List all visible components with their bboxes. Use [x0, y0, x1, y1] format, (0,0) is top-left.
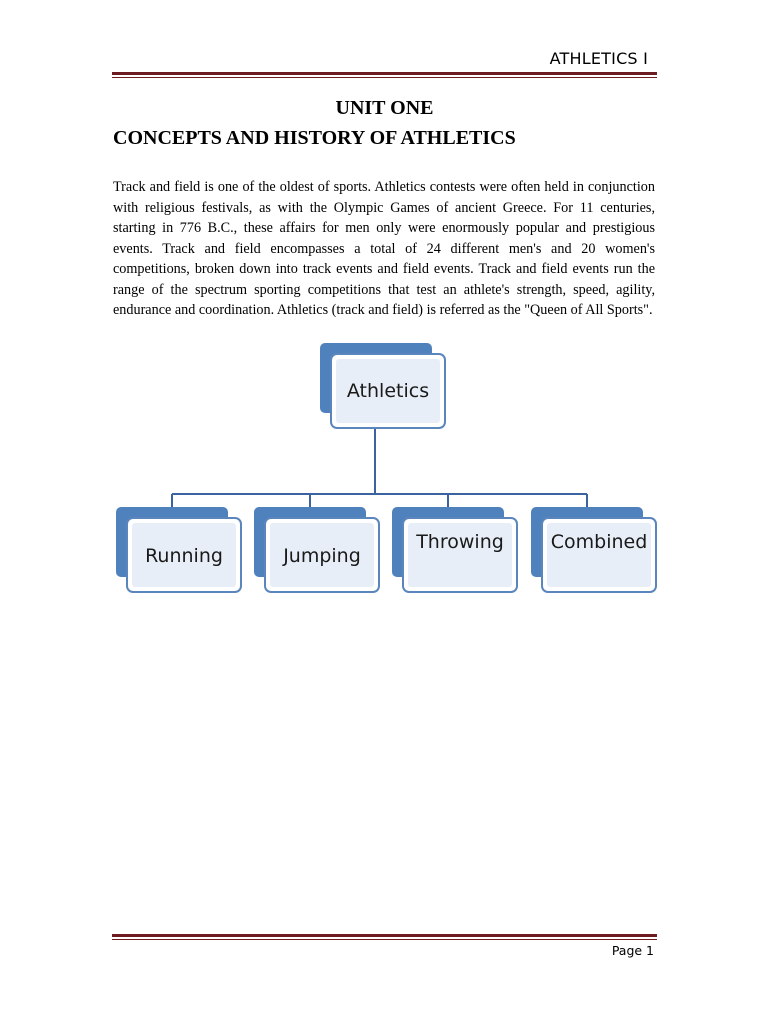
page-number: Page 1 — [611, 943, 654, 958]
child-node-label-jumping: Jumping — [270, 523, 374, 587]
child-node-combined — [541, 517, 657, 593]
child-node-label-throwing: Throwing — [408, 523, 512, 587]
intro-paragraph: Track and field is one of the oldest of sports. Athletics contests were often held in conjunction with religious festivals, as with the Olympic Games of ancient Greece. For 11 centuries, starting in 776 B.C., these affairs for men only were enormously popular and prestigious events. Track and field encompasses a total of 24 different men's and 20 women's competitions, broken down into track events and field events. Track and field events run the range of the spectrum sporting competitions that test an athlete's strength, speed, agility, endurance and coordination. Athletics (track and field) is referred as the "Queen of All Sports". — [113, 179, 655, 318]
child-node-label-combined: Combined — [547, 523, 651, 587]
child-node-label-running: Running — [132, 523, 236, 587]
root-node-label: Athletics — [336, 359, 440, 423]
footer-rule — [112, 934, 657, 940]
unit-subtitle: CONCEPTS AND HISTORY OF ATHLETICS — [113, 127, 516, 149]
child-node-jumping — [264, 517, 380, 593]
child-node-throwing — [402, 517, 518, 593]
header-rule — [112, 72, 657, 78]
unit-title: UNIT ONE — [335, 97, 434, 119]
running-header-title: ATHLETICS I — [549, 49, 648, 68]
child-node-running — [126, 517, 242, 593]
root-node-athletics — [330, 353, 446, 429]
